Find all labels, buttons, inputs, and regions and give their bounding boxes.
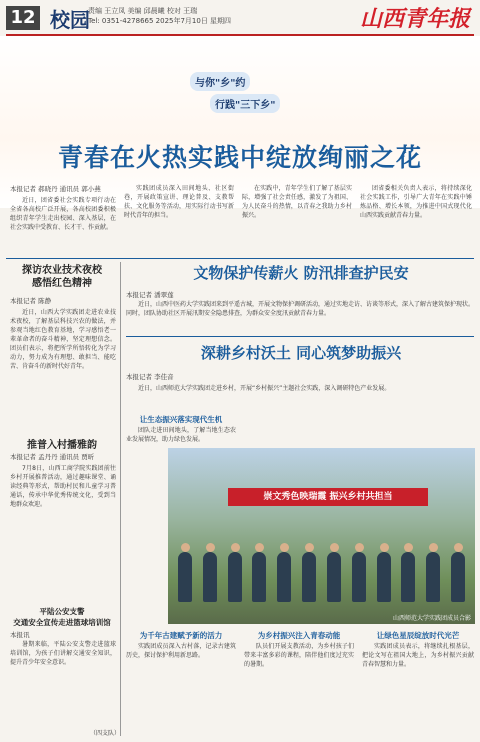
top-article-text-2: 实践团成员深入田间地头、社区街巷，开展政策宣讲、理论普及、支教帮扶、文化服务等活动，用实际行动书写新时代青年的担当。 — [124, 185, 234, 219]
article-text: 近日，山西师范大学实践团走进乡村，开展“乡村振兴”主题社会实践，深入调研特色产业发展。 — [138, 385, 391, 392]
article-footer: （四支队） — [90, 730, 121, 737]
top-article-col-2 — [124, 184, 234, 254]
person-figure — [327, 552, 341, 602]
top-article-text-1: 近日，团省委社会实践专项行动在全省各高校广泛开展，各高校团委积极组织青年学生走出校园、深入基层，在社会实践中受教育、长才干、作贡献。 — [10, 197, 116, 231]
banner — [0, 36, 480, 208]
section-title: 校园 — [50, 8, 90, 32]
article-byline: 本报记者 孟丹丹 通讯员 贾昕 — [10, 453, 95, 461]
article-byline: 本报记者 潘翠莲 — [126, 291, 174, 299]
article-byline: 本报记者 李佳音 — [126, 373, 174, 381]
top-article-col-4 — [360, 184, 472, 254]
article-title-putonghua: 推普入村播雅韵 — [27, 440, 97, 451]
article-text: 队员们开展支教活动，为乡村孩子们带来丰富多彩的课程，陪伴他们度过充实的暑期。 — [244, 643, 354, 668]
article-body-putonghua — [10, 464, 116, 596]
article-text: 团队走进田间地头，了解当地生态农业发展情况，助力绿色发展。 — [126, 427, 236, 443]
header-meta: 责编 王立凤 美编 邱晨曦 校对 王瑞 Tel: 0351-4278665 2025年7月10日 星期四 — [88, 7, 232, 25]
column-divider — [120, 262, 121, 736]
person-figure — [302, 552, 316, 602]
top-article-byline: 本报记者 郝晓丹 通讯员 郭小燕 — [10, 185, 101, 193]
group-photo — [168, 448, 475, 624]
banner-tag-line-1: 与你"乡"约 — [190, 72, 250, 91]
photo-banner: 崇文秀色映瑞霞 振兴乡村共担当 — [228, 488, 428, 506]
divider — [6, 258, 474, 259]
person-figure — [352, 552, 366, 602]
banner-tag — [178, 72, 302, 116]
article-body-heritage — [126, 300, 474, 332]
article-body-farm-school — [10, 308, 116, 426]
main-headline: 青春在火热实践中绽放绚丽之花 — [57, 143, 422, 172]
article-text: 7月8日，山西工商学院实践团前往乡村开展推普活动，通过趣味课堂、诵读经典等形式，帮助村民和儿童学习普通话，传承中华优秀传统文化，受到当地群众欢迎。 — [10, 465, 116, 508]
article-title-rural-revitalization: 深耕乡村沃土 同心筑梦助振兴 — [200, 344, 402, 362]
subsection-ecology — [126, 426, 236, 446]
article-title-traffic-safety: 平陆公安支警 交通安全宣传走进篮球培训馆 — [13, 607, 111, 627]
subsection-ancient-buildings — [126, 642, 236, 736]
page-number: 12 — [6, 6, 40, 30]
person-figure — [203, 552, 217, 602]
photo-people — [178, 532, 465, 602]
divider — [126, 336, 474, 337]
photo-caption: 山西师范大学实践团成员合影 — [392, 615, 471, 622]
article-body-traffic-safety — [10, 640, 116, 728]
subsection-green-stars — [362, 642, 474, 736]
top-article-col-1 — [10, 196, 116, 254]
subheading-ancient-buildings: 为千年古建赋予新的活力 — [139, 631, 223, 640]
person-figure — [277, 552, 291, 602]
article-text: 实践团成员表示，将继续扎根基层，把论文写在祖国大地上，为乡村振兴贡献青春智慧和力量。 — [362, 643, 474, 668]
person-figure — [401, 552, 415, 602]
person-figure — [178, 552, 192, 602]
person-figure — [252, 552, 266, 602]
top-article-text-3: 在实践中，青年学生们了解了基层实际，增强了社会责任感，激发了为祖国、为人民奋斗的热情，以青春之我助力乡村振兴。 — [242, 185, 352, 219]
article-text: 实践团成员深入古村落，记录古建筑历史，探讨保护利用新思路。 — [126, 643, 236, 659]
article-title-farm-school: 探访农业技术夜校 感悟红色精神 — [22, 265, 102, 289]
banner-tag-line-2: 行践"三下乡" — [210, 94, 280, 113]
subheading-ecology: 让生态振兴落实现代生机 — [139, 415, 223, 424]
article-byline: 本报记者 陈静 — [10, 297, 52, 305]
article-body-rural-intro — [126, 384, 474, 410]
newspaper-logo: 山西青年报 — [359, 6, 470, 32]
person-figure — [426, 552, 440, 602]
article-byline: 本报讯 — [10, 631, 30, 639]
person-figure — [451, 552, 465, 602]
top-article-text-4: 团省委相关负责人表示，将持续深化社会实践工作，引导广大青年在实践中锤炼品格、增长本领，为推进中国式现代化山西实践贡献青春力量。 — [360, 185, 472, 219]
article-text: 近日，山西大学实践团走进农业技术夜校，了解基层科技兴农的做法，并参观当地红色教育基地，学习感悟老一辈革命者的奋斗精神，坚定理想信念。团员们表示，将把所学所悟转化为学习动力，努力成为有理想、敢担当、能吃苦、肯奋斗的新时代好青年。 — [10, 309, 116, 370]
subheading-youth-energy: 为乡村振兴注入青春动能 — [257, 631, 341, 640]
subheading-green-stars: 让绿色星辰绽放时代光芒 — [376, 631, 460, 640]
article-title-heritage: 文物保护传薪火 防汛排查护民安 — [193, 264, 409, 282]
top-article-col-3 — [242, 184, 352, 254]
person-figure — [228, 552, 242, 602]
person-figure — [377, 552, 391, 602]
article-text: 暑期来临，平陆公安支警走进篮球培训馆，为孩子们讲解交通安全知识，提升青少年安全意识。 — [10, 641, 116, 666]
subsection-youth-energy — [244, 642, 354, 736]
article-text: 近日，山西中医药大学实践团来到平遥古城，开展文物保护调研活动，通过实地走访、访谈等形式，深入了解古建筑保护现状。同时，团队协助社区开展汛期安全隐患排查，为群众安全度汛贡献青春力量。 — [126, 301, 474, 317]
